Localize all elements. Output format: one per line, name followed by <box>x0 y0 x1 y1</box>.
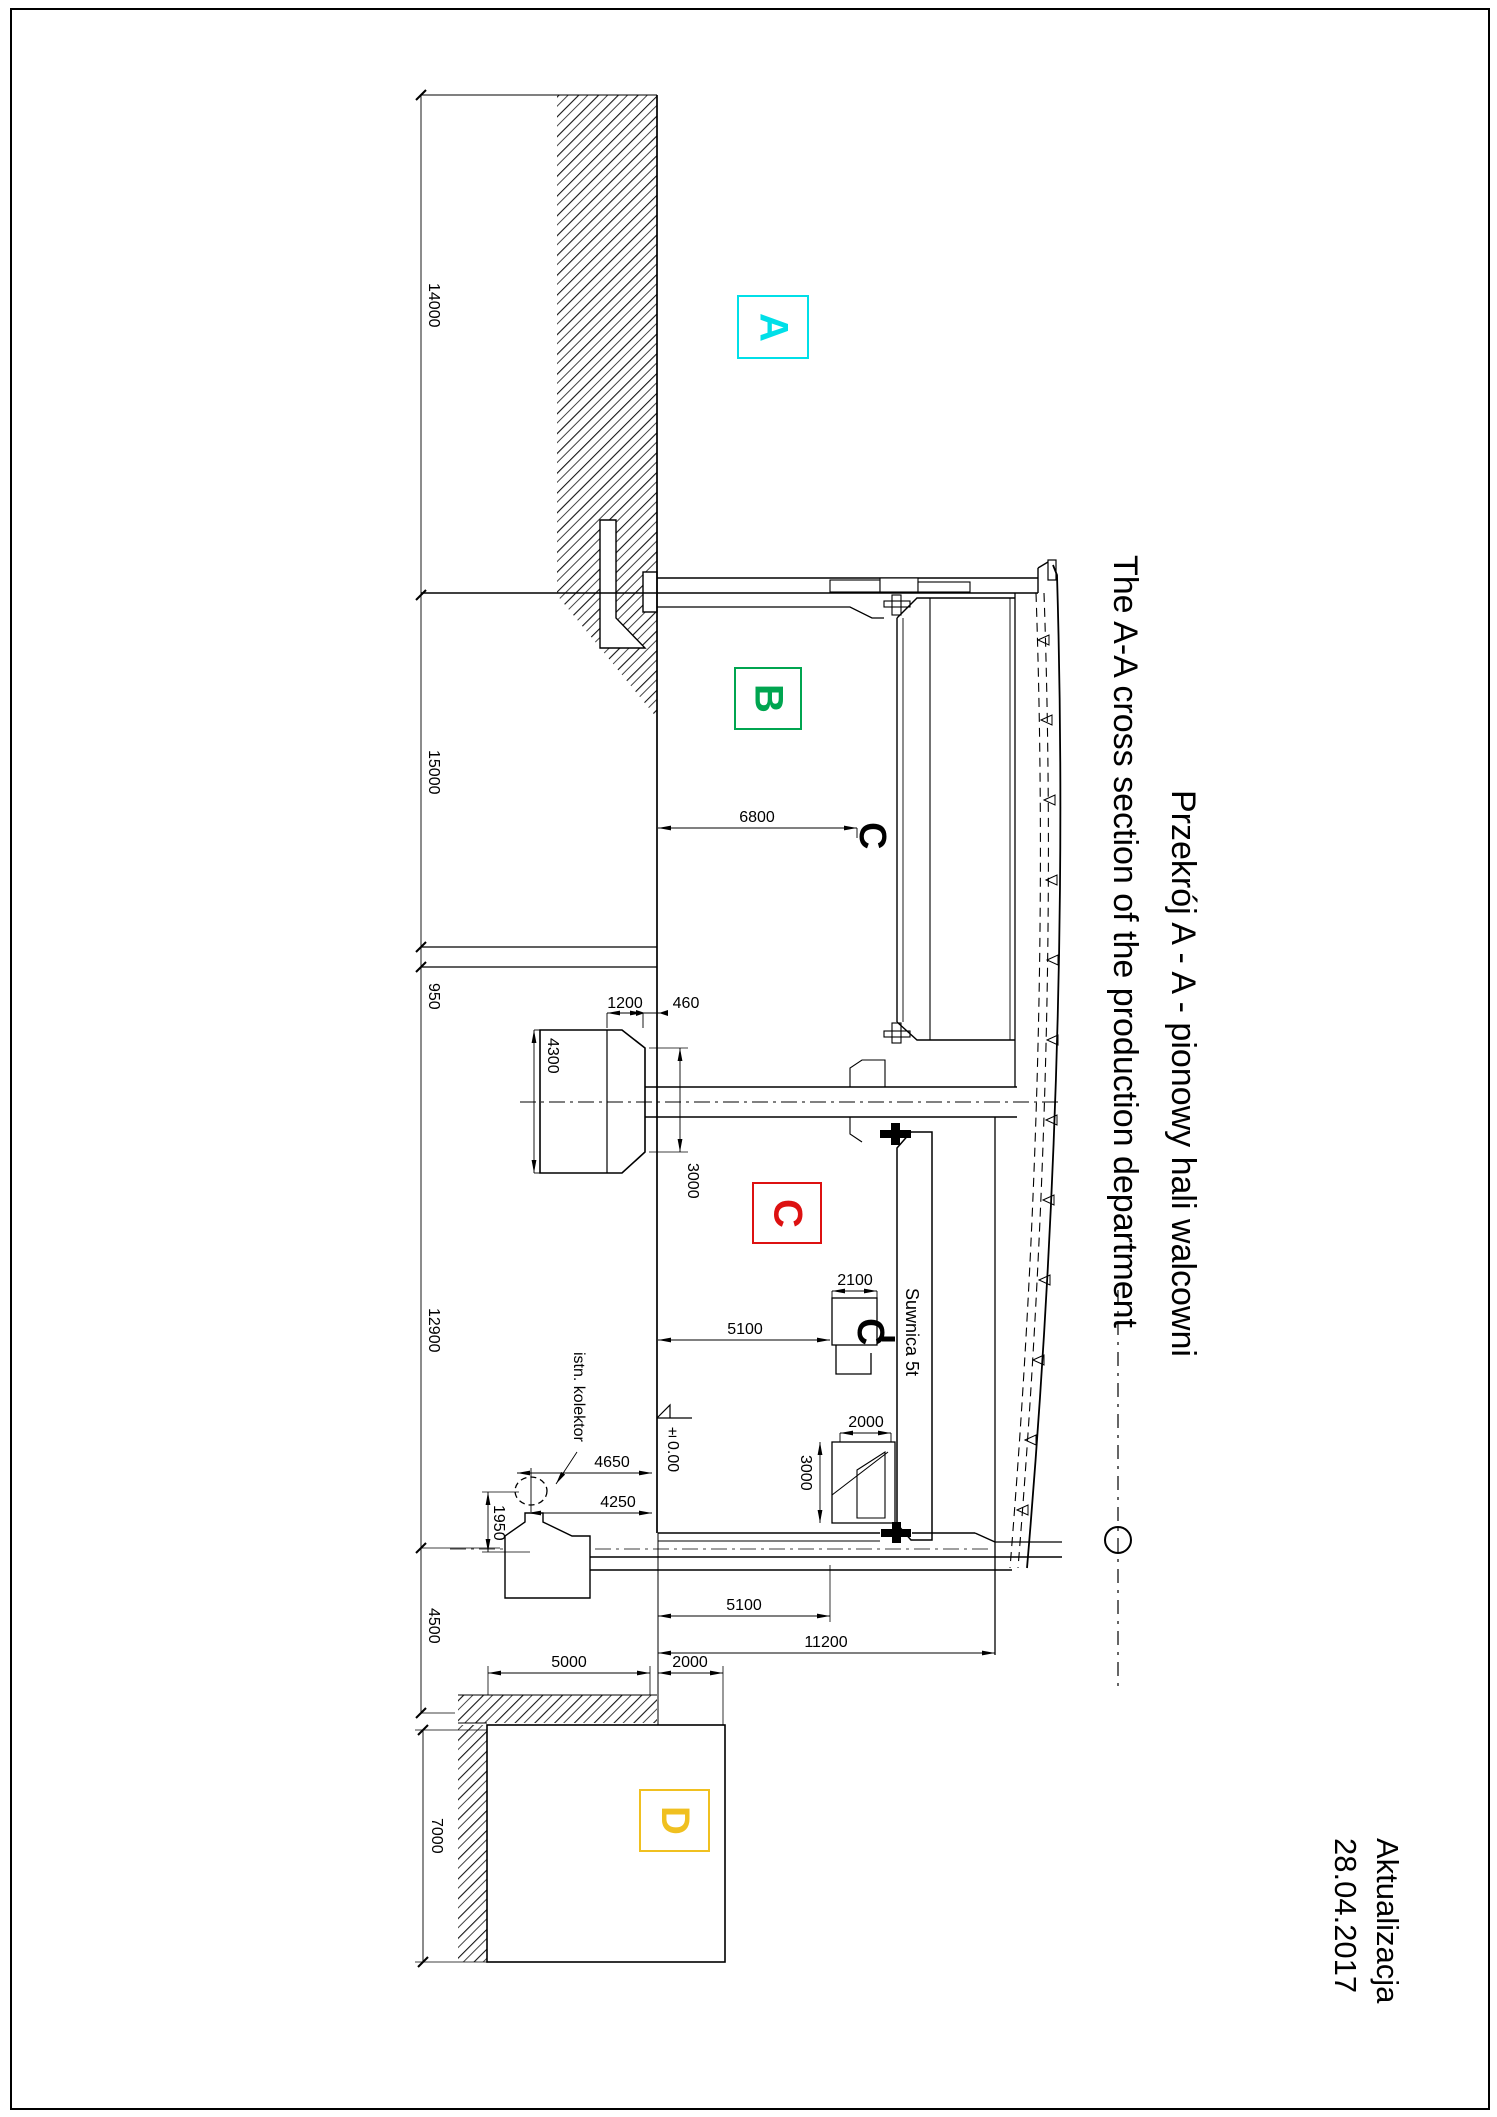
dim-2000-dblock: 2000 <box>672 1654 708 1671</box>
dim-1200: 1200 <box>607 995 643 1012</box>
dim-15000: 15000 <box>425 750 442 795</box>
dim-3000-vent: 3000 <box>684 1163 701 1199</box>
dimension-lines <box>415 90 995 1967</box>
dim-1950: 1950 <box>490 1505 507 1541</box>
title-polish: Przekrój A - A - pionowy hali walcowni <box>1164 790 1202 1357</box>
dim-950: 950 <box>425 983 442 1010</box>
dim-5100-floor: 5100 <box>726 1597 762 1614</box>
zone-letter-d: D <box>653 1806 697 1835</box>
axis-line <box>1105 1290 1131 1688</box>
floor-equipment <box>832 1442 895 1523</box>
dim-460: 460 <box>672 995 700 1012</box>
zone-label-a <box>737 295 809 359</box>
dim-6800: 6800 <box>739 809 775 826</box>
dim-4500: 4500 <box>425 1608 442 1644</box>
zone-letter-c: C <box>765 1198 810 1228</box>
dim-12900: 12900 <box>425 1308 442 1353</box>
dim-14000: 14000 <box>425 283 442 328</box>
level-marker <box>657 1405 692 1418</box>
roof-arch <box>1010 565 1060 1568</box>
dim-3000-equipment: 3000 <box>797 1455 814 1491</box>
level-label: ±0.00 <box>664 1424 681 1473</box>
dim-5100-crane: 5100 <box>727 1321 763 1338</box>
zone-letter-a: A <box>751 312 796 342</box>
dim-5000: 5000 <box>551 1654 587 1671</box>
collector-label: istn. kolektor <box>570 1352 587 1442</box>
bay-b-crane-girder <box>884 595 1015 1043</box>
dim-11200: 11200 <box>804 1634 848 1651</box>
title-english: The A-A cross section of the production department <box>1106 555 1144 1328</box>
section-mark-bay-b: C <box>851 822 893 850</box>
revision-label: Aktualizacja <box>1370 1838 1405 2004</box>
zone-label-c <box>752 1182 822 1244</box>
zone-letter-b: B <box>746 684 791 713</box>
zone-label-b <box>734 667 802 730</box>
ground-hatch-d-block <box>458 1695 657 1962</box>
dim-7000: 7000 <box>428 1818 445 1854</box>
dim-2000-equipment: 2000 <box>848 1414 884 1431</box>
crane-label: Suwnica 5t <box>902 1288 922 1377</box>
building-outline <box>421 95 1062 1962</box>
zone-label-d <box>639 1789 710 1852</box>
section-mark-bay-c: C <box>849 1318 891 1346</box>
revision-date: 28.04.2017 <box>1328 1838 1363 1994</box>
dim-4650: 4650 <box>594 1454 630 1471</box>
collector-symbol <box>515 1452 577 1512</box>
dim-2100: 2100 <box>837 1272 873 1289</box>
dim-4300: 4300 <box>544 1038 561 1074</box>
dim-4250: 4250 <box>600 1494 636 1511</box>
